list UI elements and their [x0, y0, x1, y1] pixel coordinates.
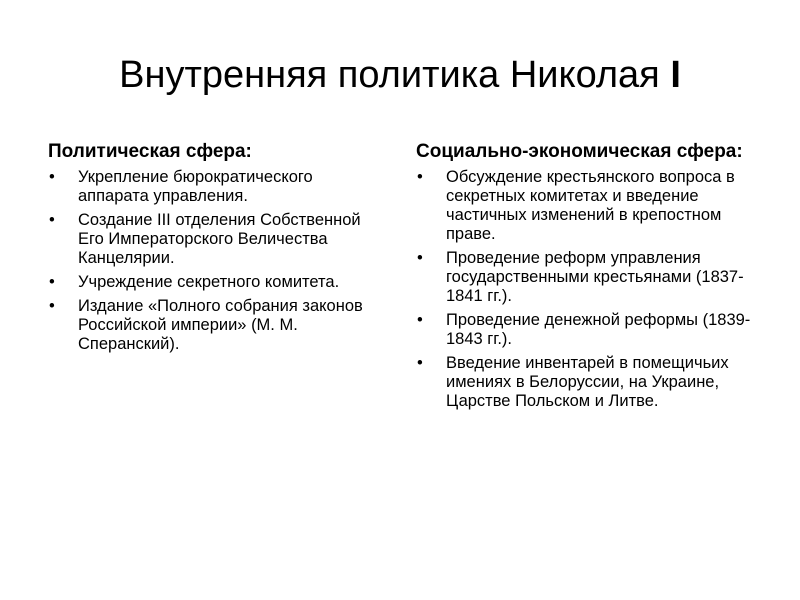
- list-item: [48, 168, 378, 206]
- list-item-text: Укрепление бюрократического аппарата управления.: [78, 168, 313, 205]
- list-item: [416, 354, 766, 411]
- list-item: [48, 211, 378, 268]
- list-item-text: Создание III отделения Собственной Его Императорского Величества Канцелярии.: [78, 211, 361, 267]
- list-item-text: Проведение денежной реформы (1839-1843 гг.).: [446, 311, 751, 348]
- list-item-text: Обсуждение крестьянского вопроса в секретных комитетах и введение частичных изменений в крепостном праве.: [446, 168, 735, 243]
- list-item: [48, 273, 378, 292]
- political-sphere-list: [48, 168, 378, 354]
- bullet-icon: •: [49, 168, 55, 186]
- bullet-icon: •: [49, 273, 55, 291]
- political-sphere-heading: Политическая сфера:: [48, 141, 252, 162]
- bullet-icon: •: [417, 168, 423, 186]
- bullet-icon: •: [49, 297, 55, 315]
- list-item-text: Проведение реформ управления государственными крестьянами (1837-1841 гг.).: [446, 249, 744, 305]
- bullet-icon: •: [417, 311, 423, 329]
- political-sphere-column: [48, 142, 378, 359]
- slide-title: [0, 52, 800, 98]
- slide-title-text: Внутренняя политика Николая: [119, 54, 660, 96]
- socio-economic-sphere-list: [416, 168, 766, 411]
- slide-title-numeral: I: [670, 54, 681, 96]
- list-item: [416, 168, 766, 244]
- list-item: [416, 249, 766, 306]
- socio-economic-sphere-heading: Социально-экономическая сфера:: [416, 141, 743, 162]
- bullet-icon: •: [417, 249, 423, 267]
- list-item-text: Учреждение секретного комитета.: [78, 273, 340, 291]
- list-item-text: Введение инвентарей в помещичьих имениях в Белоруссии, на Украине, Царстве Польском и Литве.: [446, 354, 729, 410]
- socio-economic-sphere-column: [416, 142, 766, 416]
- list-item: [416, 311, 766, 349]
- list-item: [48, 297, 378, 354]
- bullet-icon: •: [49, 211, 55, 229]
- bullet-icon: •: [417, 354, 423, 372]
- list-item-text: Издание «Полного собрания законов Российской империи» (М. М. Сперанский).: [78, 297, 363, 353]
